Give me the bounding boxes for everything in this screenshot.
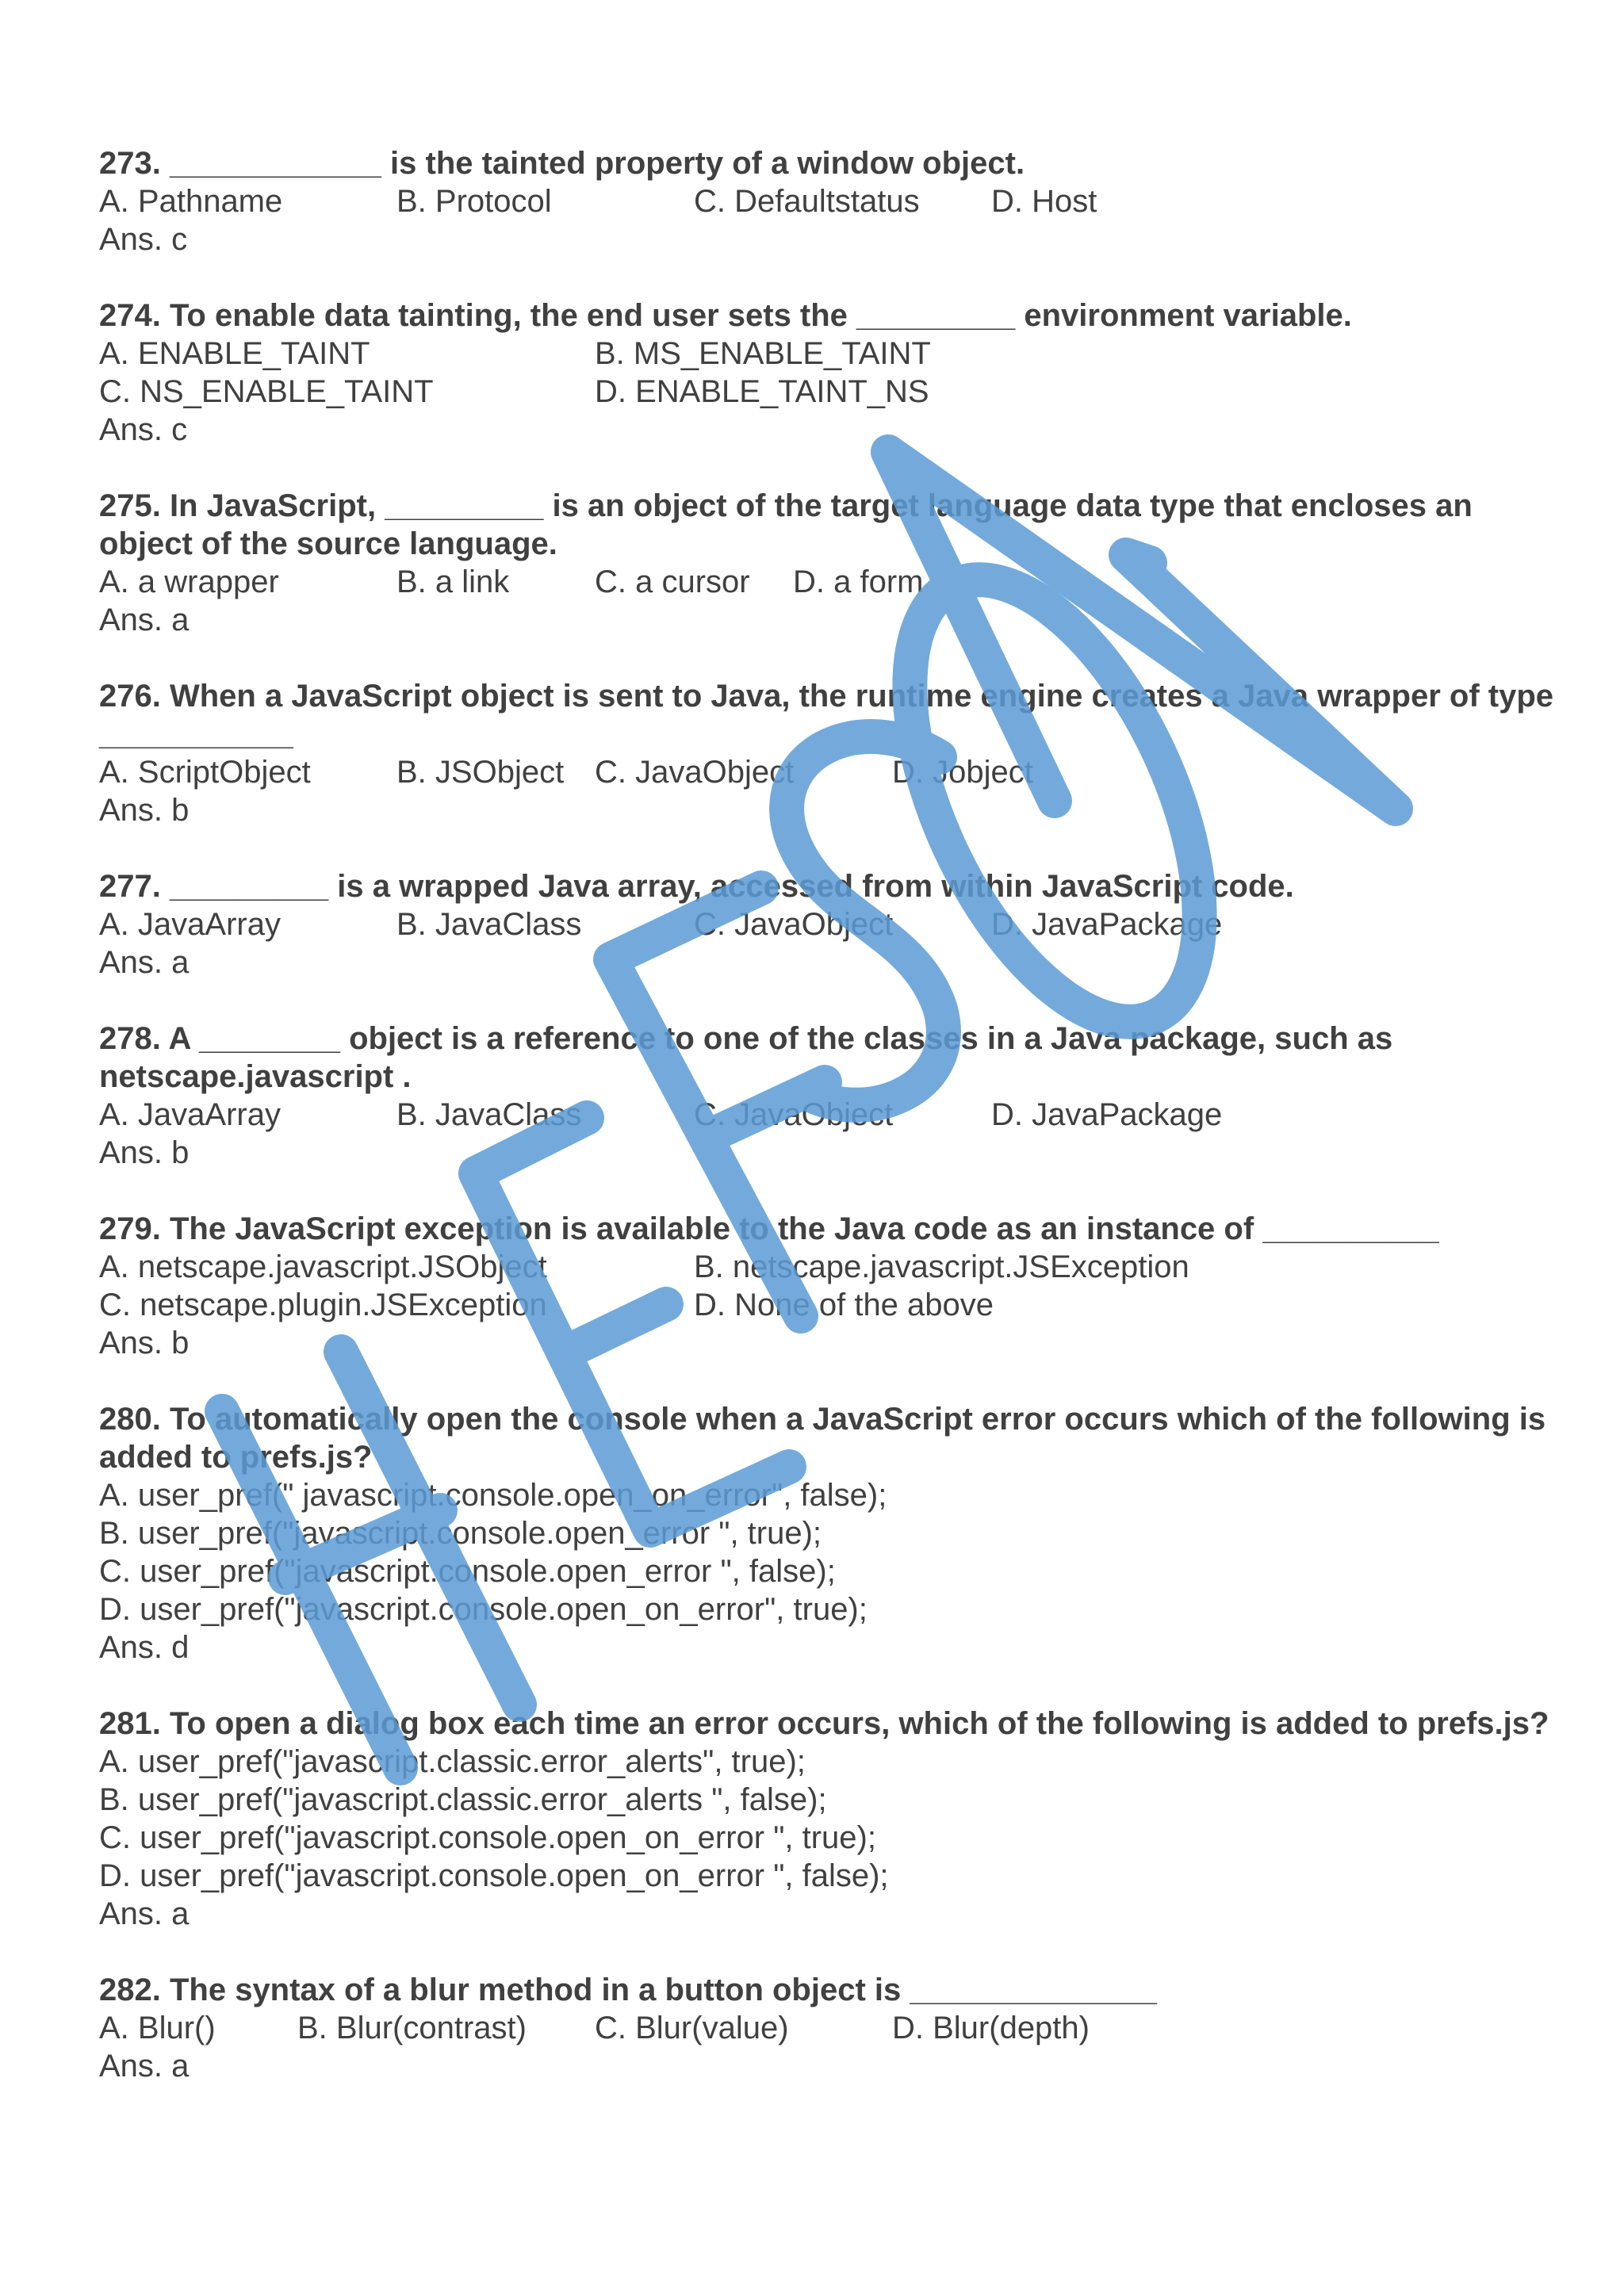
question-273 <box>99 144 1566 258</box>
option-c: C. Blur(value) <box>595 2011 789 2045</box>
option-d: D. None of the above <box>694 1288 994 1322</box>
answer: Ans. c <box>99 412 188 447</box>
answer: Ans. b <box>99 1135 190 1170</box>
option-a: A. user_pref("javascript.classic.error_alerts", true); <box>99 1744 806 1779</box>
option-a: A. JavaArray <box>99 1097 281 1132</box>
question-page <box>99 144 1566 2123</box>
option-a: A. ENABLE_TAINT <box>99 336 370 371</box>
option-c: C. JavaObject <box>595 755 795 790</box>
question-274 <box>99 297 1566 449</box>
option-b: B. netscape.javascript.JSException <box>694 1249 1189 1284</box>
question-text: 280. To automatically open the console when a JavaScript error occurs which of the following is added to prefs.js? <box>99 1402 1546 1475</box>
option-c: C. Defaultstatus <box>694 184 920 219</box>
answer: Ans. c <box>99 222 188 257</box>
option-c: C. user_pref("javascript.console.open_on_error ", true); <box>99 1820 876 1855</box>
option-c: C. netscape.plugin.JSException <box>99 1288 547 1322</box>
options-row <box>99 373 1566 411</box>
options-row <box>99 1096 1566 1134</box>
question-279 <box>99 1210 1566 1362</box>
options-row <box>99 2009 1566 2047</box>
question-text: 275. In JavaScript, _________ is an object of the target language data type that encloses an object of the source language. <box>99 488 1473 561</box>
question-275 <box>99 487 1566 639</box>
answer: Ans. a <box>99 945 190 980</box>
option-c: C. JavaObject <box>694 907 894 942</box>
option-d: D. Jobject <box>892 755 1033 790</box>
option-d: D. a form <box>793 564 924 599</box>
option-b: B. user_pref("javascript.classic.error_alerts ", false); <box>99 1782 827 1817</box>
options-row <box>99 1248 1566 1286</box>
option-a: A. netscape.javascript.JSObject <box>99 1249 547 1284</box>
question-282 <box>99 1971 1566 2085</box>
question-text: 273. ____________ is the tainted property of a window object. <box>99 146 1025 181</box>
option-b: B. user_pref("javascript.console.open_error ", true); <box>99 1516 822 1551</box>
option-a: A. user_pref(" javascript.console.open_on_error", false); <box>99 1478 887 1513</box>
option-b: B. JSObject <box>396 755 565 790</box>
question-text: 278. A ________ object is a reference to one of the classes in a Java package, such as netscape.javascript . <box>99 1021 1393 1094</box>
answer: Ans. b <box>99 1326 190 1360</box>
option-b: B. MS_ENABLE_TAINT <box>595 336 931 371</box>
option-b: B. JavaClass <box>396 907 582 942</box>
question-text: 274. To enable data tainting, the end user sets the _________ environment variable. <box>99 298 1352 333</box>
question-277 <box>99 867 1566 982</box>
answer: Ans. a <box>99 2049 190 2084</box>
question-281 <box>99 1705 1566 1933</box>
option-b: B. JavaClass <box>396 1097 582 1132</box>
option-d: D. Host <box>991 184 1097 219</box>
options-row <box>99 905 1566 943</box>
option-b: B. a link <box>396 564 510 599</box>
option-d: D. Blur(depth) <box>892 2011 1090 2045</box>
options-row <box>99 1286 1566 1324</box>
options-row <box>99 182 1566 220</box>
options-row <box>99 753 1566 791</box>
option-c: C. NS_ENABLE_TAINT <box>99 374 434 409</box>
option-d: D. user_pref("javascript.console.open_on_error", true); <box>99 1592 868 1627</box>
question-text: 277. _________ is a wrapped Java array, accessed from within JavaScript code. <box>99 869 1294 904</box>
option-a: A. ScriptObject <box>99 755 311 790</box>
answer: Ans. d <box>99 1630 190 1665</box>
question-text: 282. The syntax of a blur method in a button object is ______________ <box>99 1973 1157 2007</box>
answer: Ans. b <box>99 793 190 828</box>
option-d: D. ENABLE_TAINT_NS <box>595 374 929 409</box>
question-text: 281. To open a dialog box each time an error occurs, which of the following is added to prefs.js? <box>99 1706 1549 1741</box>
option-d: D. user_pref("javascript.console.open_on_error ", false); <box>99 1858 889 1893</box>
answer: Ans. a <box>99 603 190 637</box>
question-278 <box>99 1020 1566 1172</box>
option-c: C. JavaObject <box>694 1097 894 1132</box>
option-c: C. a cursor <box>595 564 750 599</box>
option-a: A. a wrapper <box>99 564 279 599</box>
option-c: C. user_pref("javascript.console.open_error ", false); <box>99 1554 836 1589</box>
question-280 <box>99 1400 1566 1667</box>
option-b: B. Blur(contrast) <box>297 2011 527 2045</box>
question-text: 279. The JavaScript exception is available to the Java code as an instance of __________ <box>99 1211 1439 1246</box>
question-276 <box>99 677 1566 829</box>
option-a: A. Pathname <box>99 184 283 219</box>
question-text: 276. When a JavaScript object is sent to Java, the runtime engine creates a Java wrapper of type ___________ <box>99 679 1554 752</box>
option-d: D. JavaPackage <box>991 907 1223 942</box>
options-row <box>99 563 1566 601</box>
answer: Ans. a <box>99 1896 190 1931</box>
option-d: D. JavaPackage <box>991 1097 1223 1132</box>
option-b: B. Protocol <box>396 184 552 219</box>
option-a: A. JavaArray <box>99 907 281 942</box>
option-a: A. Blur() <box>99 2011 216 2045</box>
options-row <box>99 335 1566 373</box>
